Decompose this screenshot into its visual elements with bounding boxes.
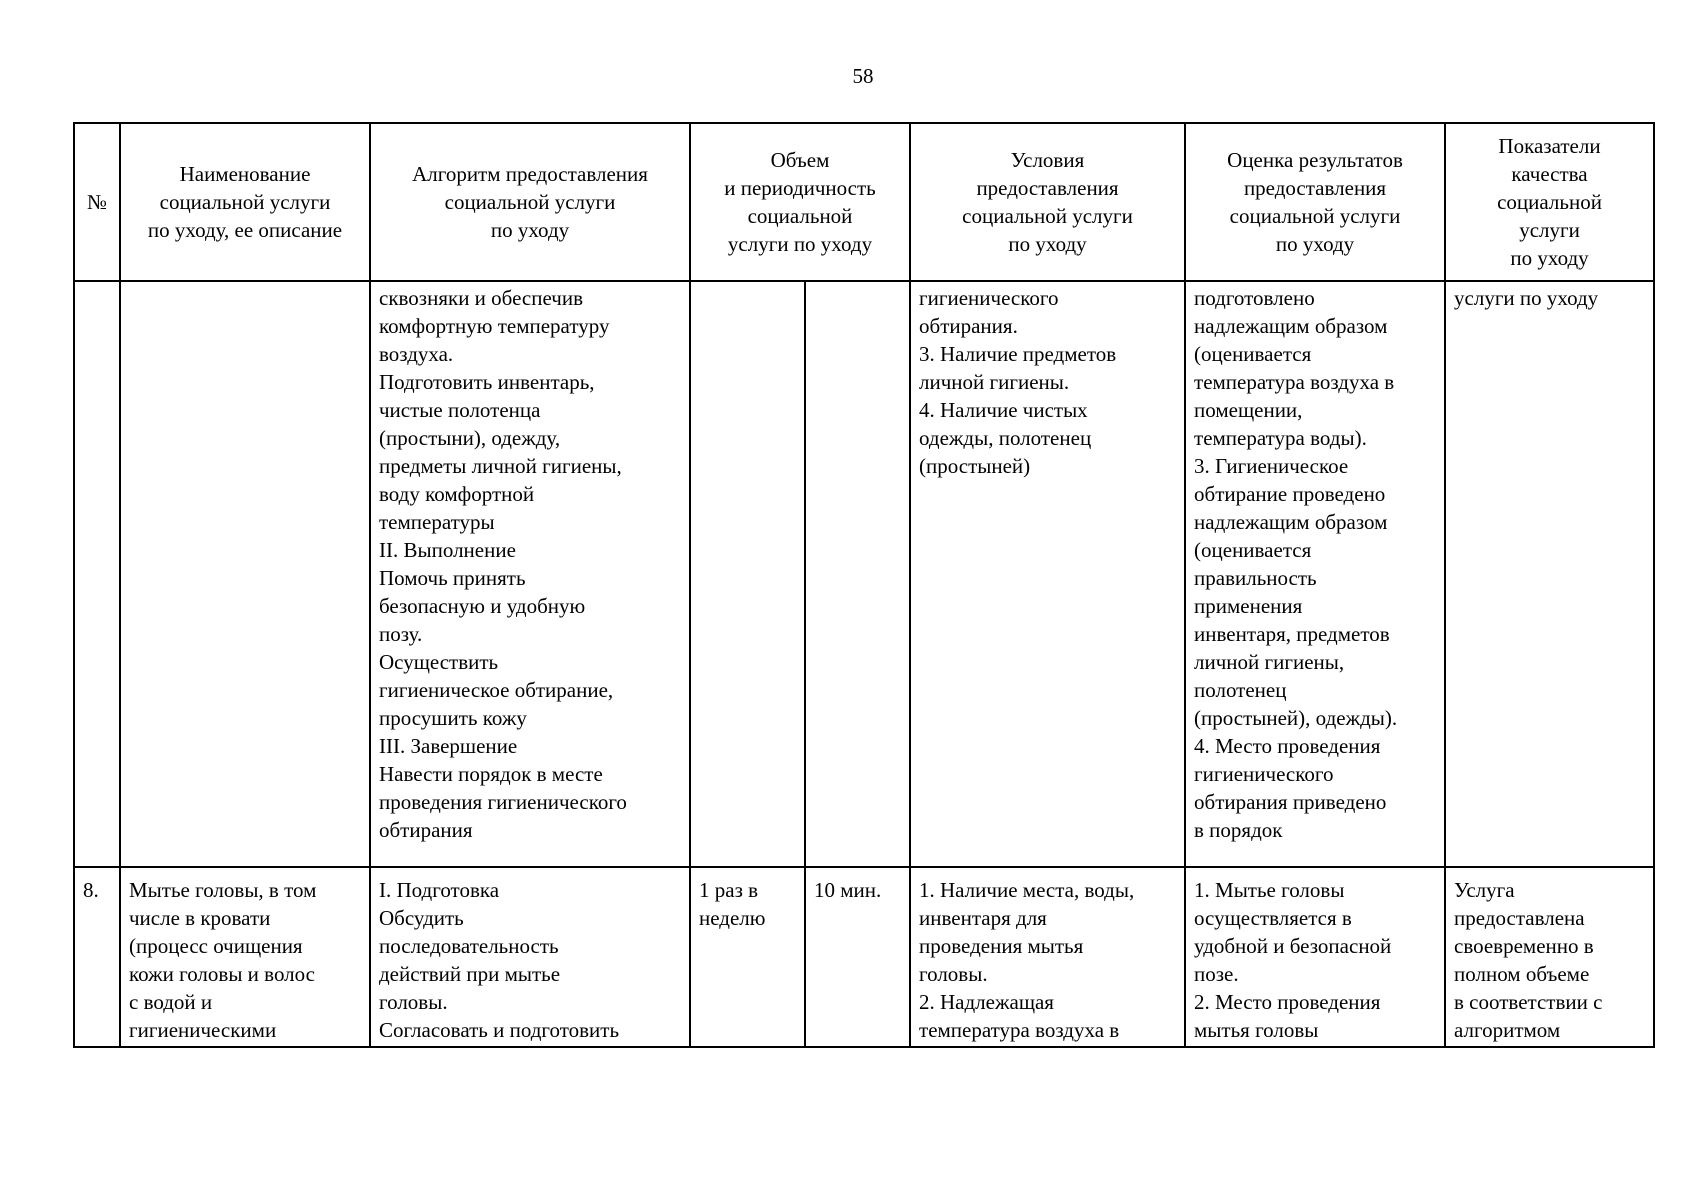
cell-quality: Услуга предоставлена своевременно в полном объеме в соответствии с алгоритмом [1445,867,1654,1047]
cell-name [120,281,370,867]
cell-evaluation: подготовлено надлежащим образом (оценивается температура воздуха в помещении, температура воды). 3. Гигиеническое обтирание проведено надлежащим образом (оценивается правильность применения инвентаря, предметов личной гигиены, полотенец (простыней), одежды). 4. Место проведения гигиенического обтирания приведено в порядок [1185,281,1445,867]
services-table [73,122,1655,1048]
table-header-row [74,123,1654,281]
cell-algorithm: I. Подготовка Обсудить последовательность действий при мытье головы. Согласовать и подготовить [370,867,690,1047]
header-algorithm: Алгоритм предоставления социальной услуги по уходу [370,123,690,281]
cell-volume: 1 раз в неделю [690,867,805,1047]
header-conditions: Условия предоставления социальной услуги по уходу [910,123,1185,281]
cell-num: 8. [74,867,120,1047]
cell-conditions: 1. Наличие места, воды, инвентаря для проведения мытья головы. 2. Надлежащая температура воздуха в [910,867,1185,1047]
table-row [74,281,1654,867]
cell-volume [690,281,805,867]
cell-conditions: гигиенического обтирания. 3. Наличие предметов личной гигиены. 4. Наличие чистых одежды, полотенец (простыней) [910,281,1185,867]
cell-algorithm: сквозняки и обеспечив комфортную температуру воздуха. Подготовить инвентарь, чистые полотенца (простыни), одежду, предметы личной гигиены, воду комфортной температуры II. Выполнение Помочь принять безопасную и удобную позу. Осуществить гигиеническое обтирание, просушить кожу III. Завершение Навести порядок в месте проведения гигиенического обтирания [370,281,690,867]
header-evaluation: Оценка результатов предоставления социальной услуги по уходу [1185,123,1445,281]
page-number: 58 [852,64,874,88]
header-name: Наименование социальной услуги по уходу, ее описание [120,123,370,281]
table-row [74,867,1654,1047]
cell-evaluation: 1. Мытье головы осуществляется в удобной и безопасной позе. 2. Место проведения мытья головы [1185,867,1445,1047]
header-quality: Показатели качества социальной услуги по уходу [1445,123,1654,281]
cell-name: Мытье головы, в том числе в кровати (процесс очищения кожи головы и волос с водой и гигиеническими [120,867,370,1047]
cell-quality: услуги по уходу [1445,281,1654,867]
cell-period: 10 мин. [805,867,910,1047]
cell-num [74,281,120,867]
header-volume: Объем и периодичность социальной услуги по уходу [690,123,910,281]
header-num: № [74,123,120,281]
cell-period [805,281,910,867]
